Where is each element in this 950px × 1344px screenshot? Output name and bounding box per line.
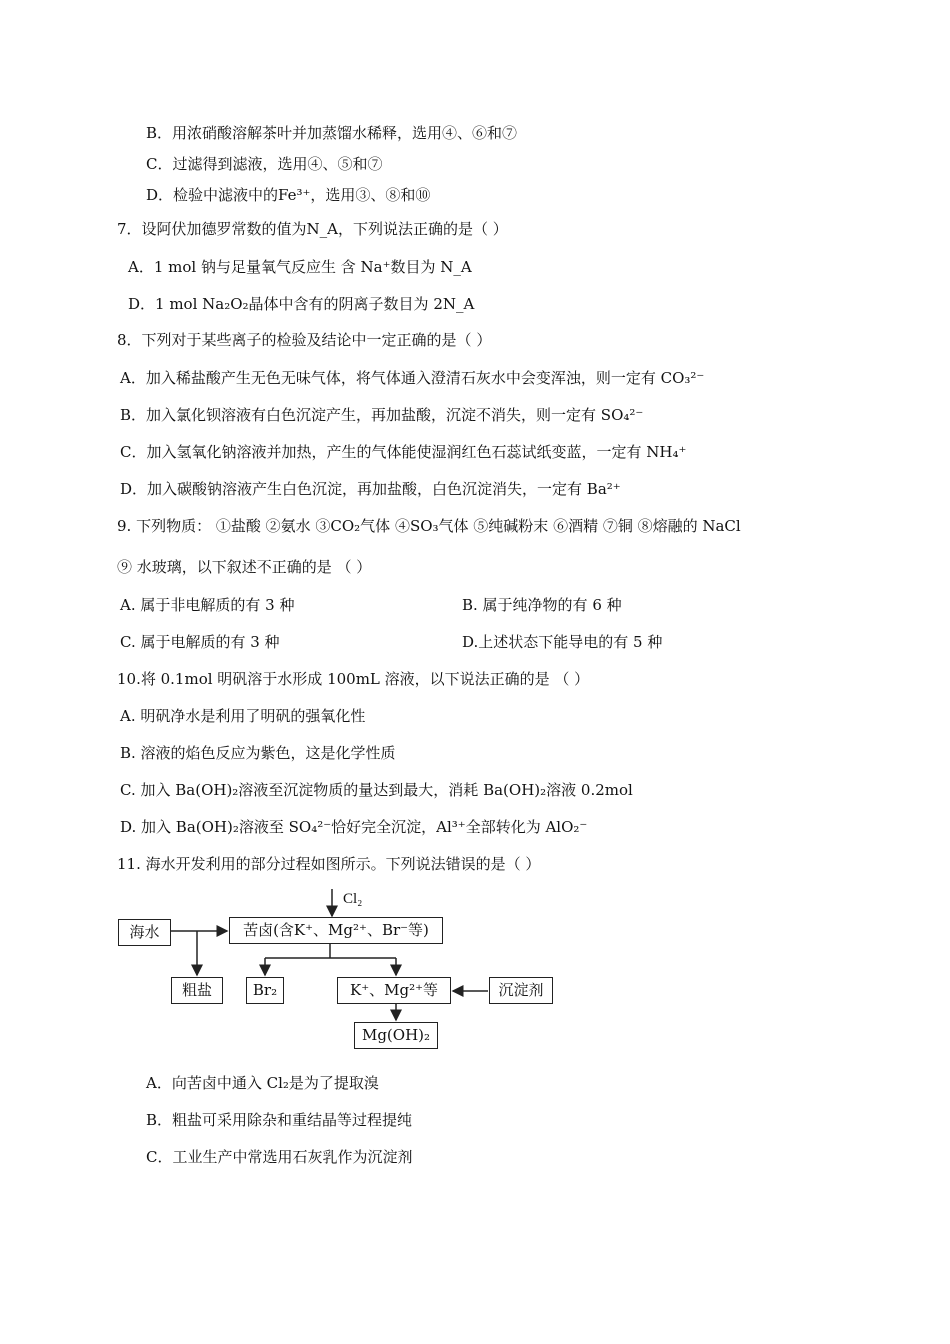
crude-salt-box: 粗盐 [171,977,223,1004]
q10-option-a: A. 明矾净水是利用了明矾的强氧化性 [120,707,366,725]
ions-box: K⁺、Mg²⁺等 [337,977,451,1004]
q11-option-a: A．向苦卤中通入 Cl₂是为了提取溴 [146,1074,379,1092]
q9-option-b: B. 属于纯净物的有 6 种 [462,596,622,614]
q10-option-d: D. 加入 Ba(OH)₂溶液至 SO₄²⁻恰好完全沉淀，Al³⁺全部转化为 AlO₂⁻ [120,818,588,836]
q9-stem-cont: ⑨ 水玻璃，以下叙述不正确的是 （ ） [117,558,372,576]
seawater-box: 海水 [118,919,171,946]
q6-option-b: B．用浓硝酸溶解茶叶并加蒸馏水稀释，选用④、⑥和⑦ [146,124,518,142]
q8-option-d: D．加入碳酸钠溶液产生白色沉淀，再加盐酸，白色沉淀消失，一定有 Ba²⁺ [120,480,621,498]
q9-stem: 9. 下列物质： ①盐酸 ②氨水 ③CO₂气体 ④SO₃气体 ⑤纯碱粉末 ⑥酒精 ⑦铜 ⑧熔融的 NaCl [117,517,741,535]
q11-option-c: C．工业生产中常选用石灰乳作为沉淀剂 [146,1148,413,1166]
q9-option-d: D.上述状态下能导电的有 5 种 [462,633,663,651]
q10-option-b: B. 溶液的焰色反应为紫色，这是化学性质 [120,744,396,762]
q8-stem: 8．下列对于某些离子的检验及结论中一定正确的是（ ） [117,331,492,349]
cl2-label: Cl₂ [343,891,363,907]
precipitant-box: 沉淀剂 [489,977,553,1004]
q11-stem: 11. 海水开发利用的部分过程如图所示。下列说法错误的是（ ） [117,855,541,873]
q10-stem: 10.将 0.1mol 明矾溶于水形成 100mL 溶液，以下说法正确的是 （ ） [117,670,590,688]
q7-stem: 7．设阿伏加德罗常数的值为N_A，下列说法正确的是（ ） [117,220,508,238]
q7-option-a: A．1 mol 钠与足量氧气反应生 含 Na⁺数目为 N_A [128,258,472,276]
mgoh2-box: Mg(OH)₂ [354,1022,438,1049]
q9-option-c: C. 属于电解质的有 3 种 [120,633,280,651]
br2-box: Br₂ [246,977,284,1004]
q10-option-c: C. 加入 Ba(OH)₂溶液至沉淀物质的量达到最大，消耗 Ba(OH)₂溶液 0.2mol [120,781,633,799]
q6-option-d: D．检验中滤液中的Fe³⁺，选用③、⑧和⑩ [146,186,431,204]
q6-option-c: C．过滤得到滤液，选用④、⑤和⑦ [146,155,383,173]
q11-option-b: B．粗盐可采用除杂和重结晶等过程提纯 [146,1111,413,1129]
q9-option-a: A. 属于非电解质的有 3 种 [120,596,295,614]
q7-option-d: D．1 mol Na₂O₂晶体中含有的阴离子数目为 2N_A [128,295,475,313]
q8-option-c: C．加入氢氧化钠溶液并加热，产生的气体能使湿润红色石蕊试纸变蓝，一定有 NH₄⁺ [120,443,687,461]
bittern-box: 苦卤(含K⁺、Mg²⁺、Br⁻等) [229,917,443,944]
q8-option-b: B．加入氯化钡溶液有白色沉淀产生，再加盐酸，沉淀不消失，则一定有 SO₄²⁻ [120,406,644,424]
q8-option-a: A．加入稀盐酸产生无色无味气体，将气体通入澄清石灰水中会变浑浊，则一定有 CO₃²⁻ [120,369,705,387]
